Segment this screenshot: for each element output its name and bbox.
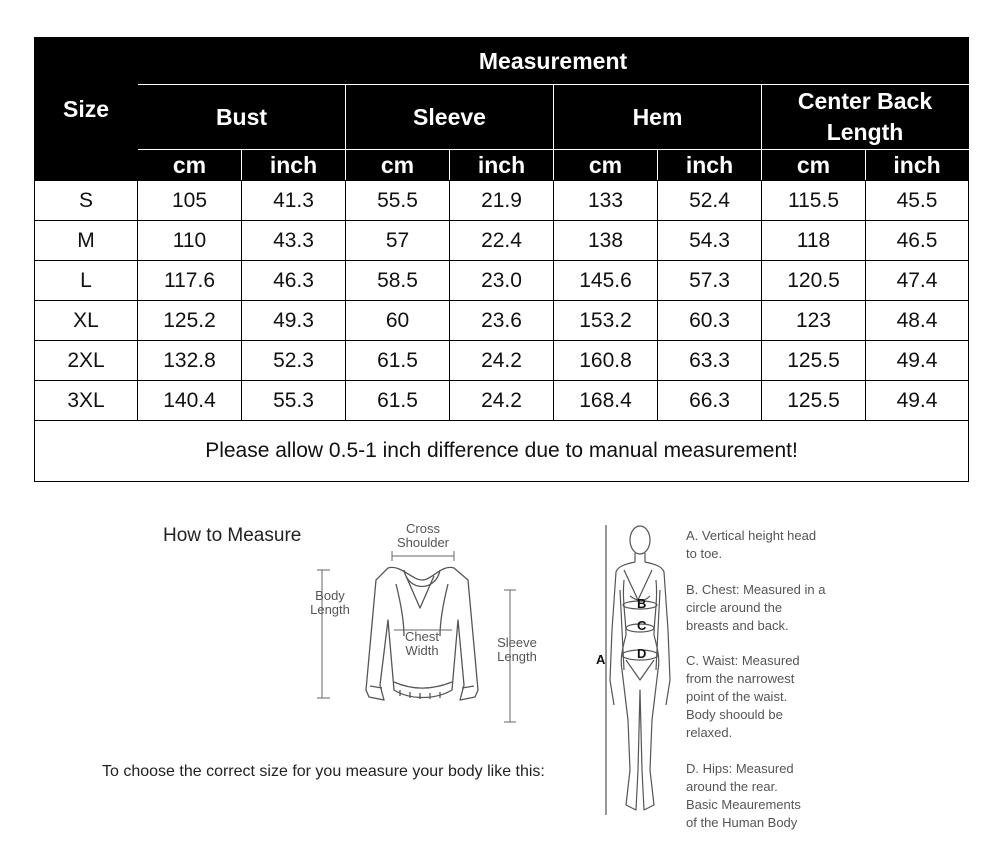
unit-header: inch bbox=[450, 150, 554, 181]
unit-header: inch bbox=[242, 150, 346, 181]
legend-item-d: D. Hips: Measured around the rear. Basic Meaurements of the Human Body bbox=[686, 761, 801, 830]
measurement-cell: 45.5 bbox=[866, 181, 969, 221]
measurement-cell: 23.6 bbox=[450, 301, 554, 341]
measurement-cell: 61.5 bbox=[346, 341, 450, 381]
unit-header: cm bbox=[138, 150, 242, 181]
size-row bbox=[35, 181, 969, 221]
unit-header: inch bbox=[658, 150, 762, 181]
measurement-cell: 24.2 bbox=[450, 381, 554, 421]
measurement-cell: 46.5 bbox=[866, 221, 969, 261]
measurement-cell: 145.6 bbox=[554, 261, 658, 301]
unit-header: cm bbox=[762, 150, 866, 181]
legend-item-b: B. Chest: Measured in a circle around the breasts and back. bbox=[686, 582, 826, 633]
group-header-sleeve: Sleeve bbox=[346, 85, 554, 150]
measurement-cell: 52.4 bbox=[658, 181, 762, 221]
measurement-cell: 49.3 bbox=[242, 301, 346, 341]
measurement-cell: 60.3 bbox=[658, 301, 762, 341]
measurement-cell: 118 bbox=[762, 221, 866, 261]
measurement-cell: 22.4 bbox=[450, 221, 554, 261]
body-letter-d: D bbox=[637, 646, 647, 661]
measurement-cell: 133 bbox=[554, 181, 658, 221]
sleeve-length-label: Sleeve Length bbox=[497, 635, 537, 664]
size-label-cell: S bbox=[35, 181, 138, 221]
group-header-bust: Bust bbox=[138, 85, 346, 150]
measure-instructions-text: To choose the correct size for you measure your body like this: bbox=[102, 763, 545, 780]
size-label-cell: 3XL bbox=[35, 381, 138, 421]
human-body-figure bbox=[600, 520, 680, 820]
measurement-note: Please allow 0.5-1 inch difference due to manual measurement! bbox=[35, 421, 969, 482]
size-row bbox=[35, 301, 969, 341]
body-letter-a: A bbox=[596, 652, 606, 667]
measurement-cell: 132.8 bbox=[138, 341, 242, 381]
measurement-cell: 105 bbox=[138, 181, 242, 221]
size-row bbox=[35, 221, 969, 261]
body-length-label: Body Length bbox=[310, 588, 350, 617]
size-row bbox=[35, 381, 969, 421]
measurement-cell: 160.8 bbox=[554, 341, 658, 381]
size-row bbox=[35, 341, 969, 381]
size-label-cell: M bbox=[35, 221, 138, 261]
measurement-cell: 55.5 bbox=[346, 181, 450, 221]
measurement-cell: 60 bbox=[346, 301, 450, 341]
unit-header: cm bbox=[554, 150, 658, 181]
unit-header: inch bbox=[866, 150, 969, 181]
measurement-cell: 120.5 bbox=[762, 261, 866, 301]
legend-item-c: C. Waist: Measured from the narrowest point of the waist. Body shoould be relaxed. bbox=[686, 653, 800, 740]
how-to-measure-title: How to Measure bbox=[163, 525, 302, 546]
unit-header: cm bbox=[346, 150, 450, 181]
measurement-cell: 125.2 bbox=[138, 301, 242, 341]
size-row bbox=[35, 261, 969, 301]
measurement-cell: 54.3 bbox=[658, 221, 762, 261]
measurement-cell: 49.4 bbox=[866, 341, 969, 381]
chest-width-label: Chest Width bbox=[405, 629, 439, 658]
measurement-cell: 52.3 bbox=[242, 341, 346, 381]
measurement-cell: 66.3 bbox=[658, 381, 762, 421]
measurement-cell: 49.4 bbox=[866, 381, 969, 421]
cross-shoulder-label: Cross Shoulder bbox=[396, 521, 450, 550]
measurement-cell: 46.3 bbox=[242, 261, 346, 301]
size-label-cell: XL bbox=[35, 301, 138, 341]
measurement-header: Measurement bbox=[138, 38, 969, 85]
measurement-cell: 125.5 bbox=[762, 381, 866, 421]
body-letter-b: B bbox=[637, 596, 647, 611]
measurement-cell: 168.4 bbox=[554, 381, 658, 421]
measurement-cell: 110 bbox=[138, 221, 242, 261]
group-header-center-back-length: Center Back Length bbox=[762, 85, 969, 150]
measurement-cell: 63.3 bbox=[658, 341, 762, 381]
measurement-cell: 153.2 bbox=[554, 301, 658, 341]
group-header-hem: Hem bbox=[554, 85, 762, 150]
size-chart-table bbox=[34, 37, 969, 482]
measurement-cell: 24.2 bbox=[450, 341, 554, 381]
measurement-cell: 21.9 bbox=[450, 181, 554, 221]
measurement-cell: 48.4 bbox=[866, 301, 969, 341]
legend-item-a: A. Vertical height head to toe. bbox=[686, 528, 817, 561]
body-letter-c: C bbox=[637, 618, 647, 633]
measurement-cell: 55.3 bbox=[242, 381, 346, 421]
measurement-cell: 57 bbox=[346, 221, 450, 261]
measurement-cell: 23.0 bbox=[450, 261, 554, 301]
size-rows bbox=[35, 181, 969, 421]
size-label-cell: 2XL bbox=[35, 341, 138, 381]
measurement-cell: 47.4 bbox=[866, 261, 969, 301]
size-label-cell: L bbox=[35, 261, 138, 301]
measurement-cell: 115.5 bbox=[762, 181, 866, 221]
measurement-cell: 58.5 bbox=[346, 261, 450, 301]
measurement-cell: 140.4 bbox=[138, 381, 242, 421]
measurement-cell: 57.3 bbox=[658, 261, 762, 301]
size-column-header: Size bbox=[35, 38, 138, 181]
measurement-cell: 43.3 bbox=[242, 221, 346, 261]
measurement-cell: 138 bbox=[554, 221, 658, 261]
measurement-cell: 117.6 bbox=[138, 261, 242, 301]
measurement-cell: 41.3 bbox=[242, 181, 346, 221]
measurement-cell: 123 bbox=[762, 301, 866, 341]
measurement-cell: 125.5 bbox=[762, 341, 866, 381]
measurement-cell: 61.5 bbox=[346, 381, 450, 421]
